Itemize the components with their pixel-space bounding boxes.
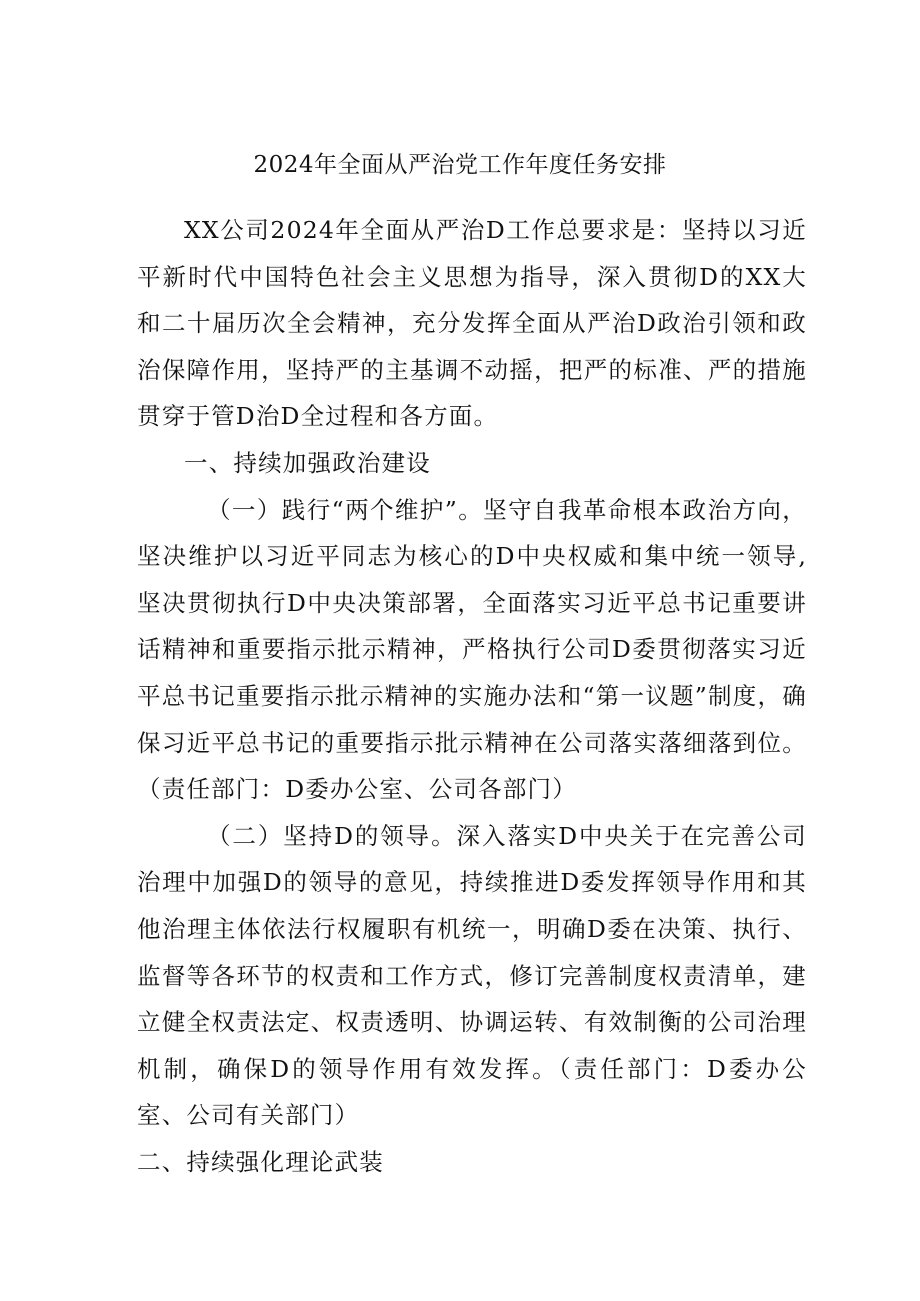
section-heading-2: 二、持续强化理论武装 — [137, 1147, 384, 1176]
document-body — [137, 207, 807, 1185]
intro-paragraph: XX公司2024年全面从严治D工作总要求是：坚持以习近平新时代中国特色社会主义思想为指导，深入贯彻D的XX大和二十届历次全会精神，充分发挥全面从严治D政治引领和政治保障作用，坚持严的主基调不动摇，把严的标准、严的措施贯穿于管D治D全过程和各方面。 — [137, 216, 807, 431]
document-title: 2024年全面从严治党工作年度任务安排 — [253, 152, 667, 178]
subsection-paragraph-2: （二）坚持D的领导。深入落实D中央关于在完善公司治理中加强D的领导的意见，持续推进D委发挥领导作用和其他治理主体依法行权履职有机统一，明确D委在决策、执行、监督等各环节的权责和工作方式，修订完善制度权责清单，建立健全权责法定、权责透明、协调运转、有效制衡的公司治理机制，确保D的领导作用有效发挥。（责任部门：D委办公室、公司有关部门） — [137, 821, 807, 1130]
section-heading-1: 一、持续加强政治建设 — [184, 448, 431, 477]
subsection-paragraph-1: （一）践行“两个维护”。坚守自我革命根本政治方向，坚决维护以习近平同志为核心的D中央权威和集中统一领导,坚决贯彻执行D中央决策部署，全面落实习近平总书记重要讲话精神和重要指示批示精神，严格执行公司D委贯彻落实习近平总书记重要指示批示精神的实施办法和“第一议题”制度，确保习近平总书记的重要指示批示精神在公司落实落细落到位。（责任部门：D委办公室、公司各部门） — [137, 495, 807, 804]
